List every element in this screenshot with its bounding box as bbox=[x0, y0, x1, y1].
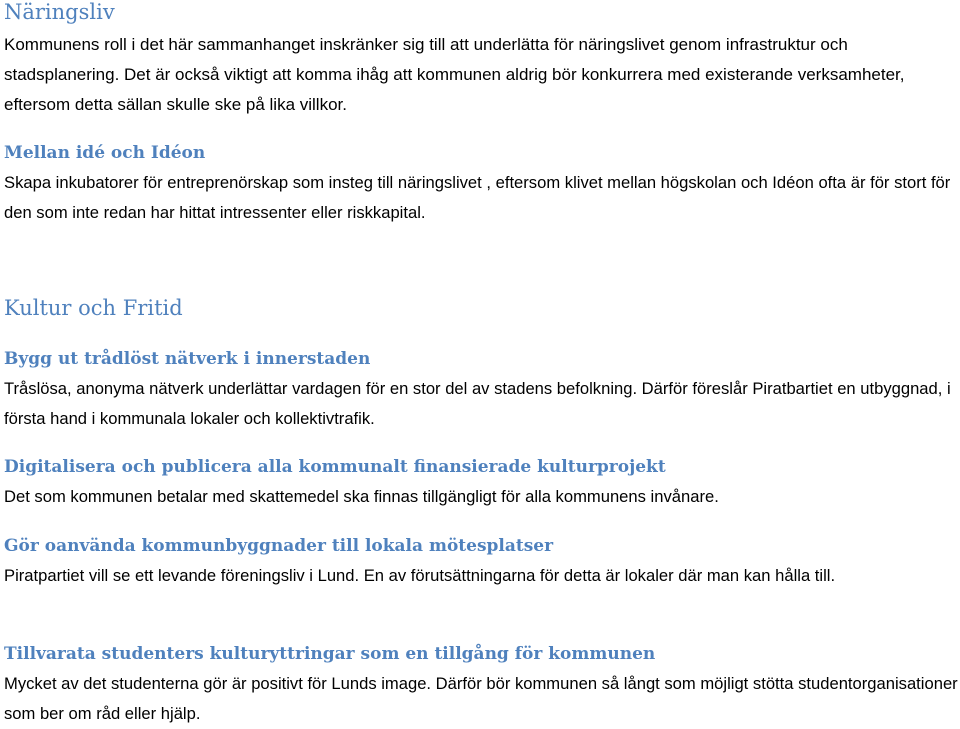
heading-digitalisera: Digitalisera och publicera alla kommunalt finansierade kulturprojekt bbox=[4, 457, 666, 477]
heading-mellan-ide: Mellan idé och Idéon bbox=[4, 143, 206, 163]
paragraph-tradlost-natverk: Tråslösa, anonyma nätverk underlättar vardagen för en stor del av stadens befolkning. Därför föreslår Piratbartiet en utbyggnad, i första hand i kommunala lokaler och kollektivtrafik. bbox=[4, 379, 951, 428]
heading-tradlost-natverk: Bygg ut trådlöst nätverk i innerstaden bbox=[4, 349, 371, 369]
paragraph-naringsliv: Kommunens roll i det här sammanhanget inskränker sig till att underlätta för näringslivet genom infrastruktur och stadsplanering. Det är också viktigt att komma ihåg att kommunen aldrig bör konkurrera med existerande verksamheter, eftersom detta sällan skulle ske på lika villkor. bbox=[4, 35, 905, 114]
paragraph-mellan-ide: Skapa inkubatorer för entreprenörskap som insteg till näringslivet , eftersom klivet mellan högskolan och Idéon ofta är för stort för den som inte redan har hittat intressenter eller riskkapital. bbox=[4, 173, 951, 222]
heading-studenter: Tillvarata studenters kulturyttringar som en tillgång för kommunen bbox=[4, 644, 656, 664]
heading-kommunbyggnader: Gör oanvända kommunbyggnader till lokala mötesplatser bbox=[4, 536, 554, 556]
heading-kultur-och-fritid: Kultur och Fritid bbox=[4, 296, 183, 320]
heading-naringsliv: Näringsliv bbox=[4, 0, 115, 24]
paragraph-studenter: Mycket av det studenterna gör är positivt för Lunds image. Därför bör kommunen så långt som möjligt stötta studentorganisationer som ber om råd eller hjälp. bbox=[4, 674, 958, 723]
paragraph-kommunbyggnader: Piratpartiet vill se ett levande föreningsliv i Lund. En av förutsättningarna för detta är lokaler där man kan hålla till. bbox=[4, 566, 836, 585]
paragraph-digitalisera: Det som kommunen betalar med skattemedel ska finnas tillgängligt för alla kommunens invånare. bbox=[4, 487, 719, 506]
